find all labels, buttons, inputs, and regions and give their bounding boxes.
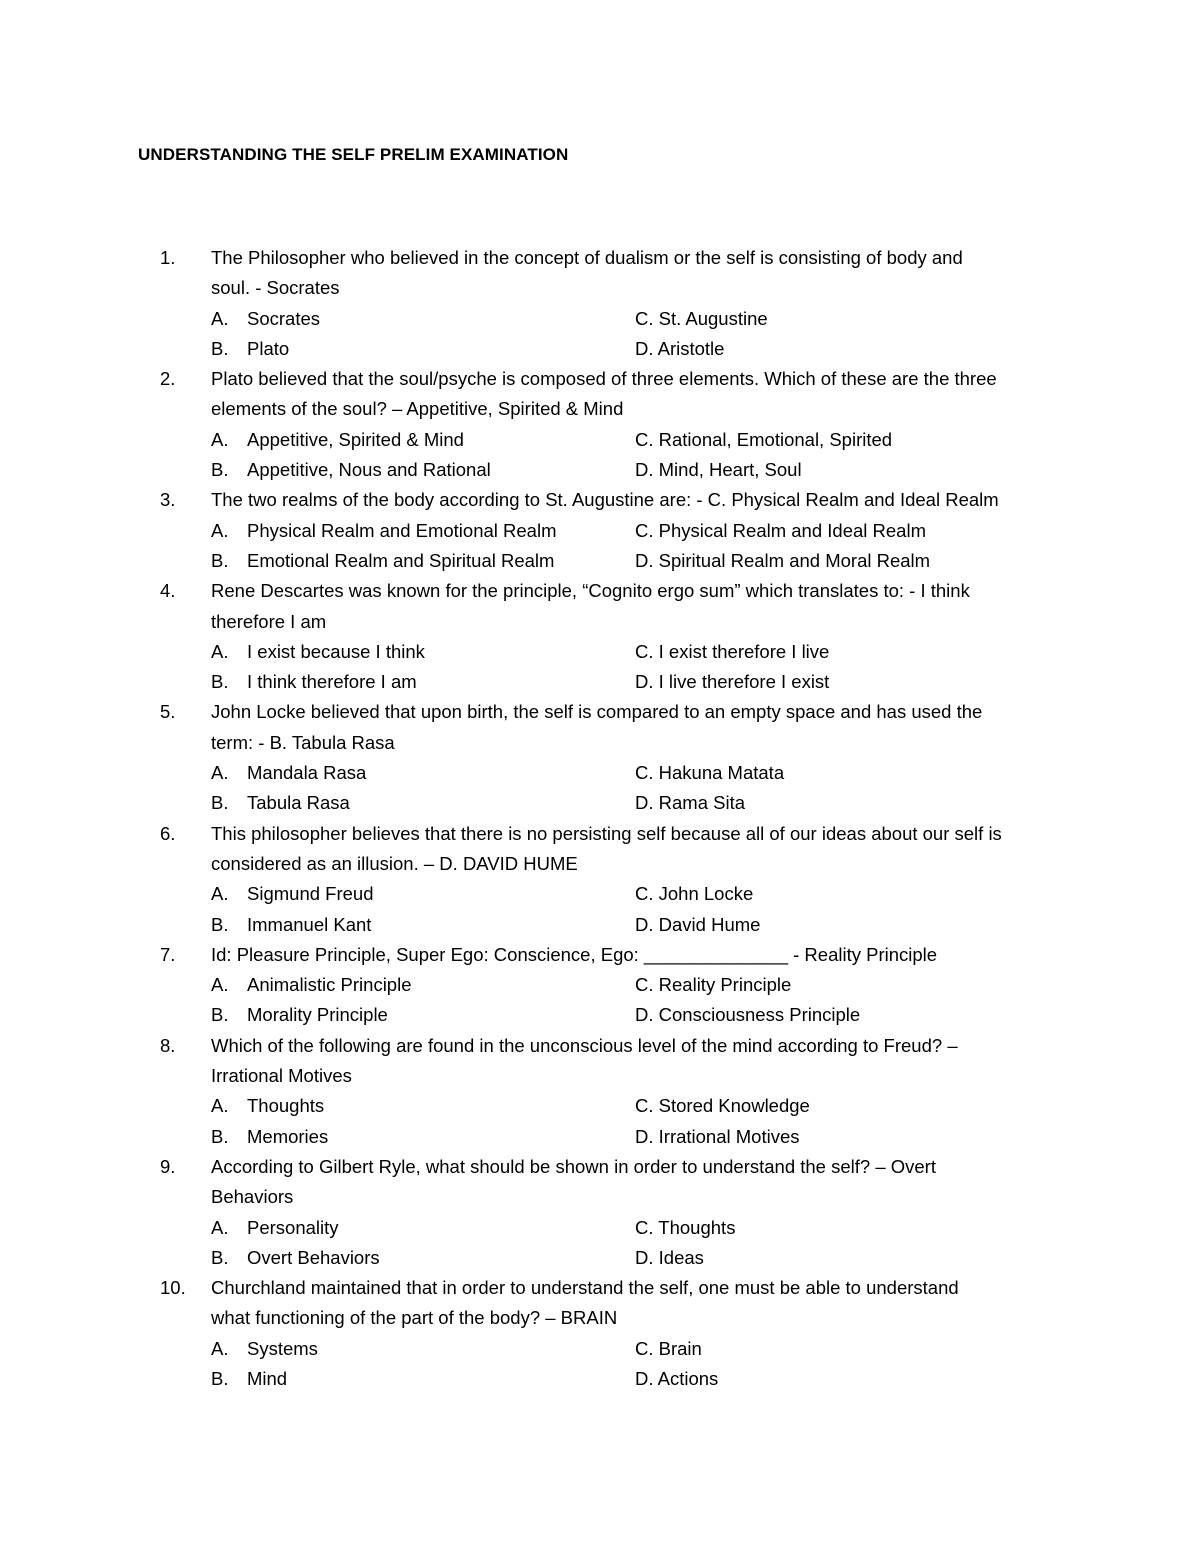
- option-text: Systems: [247, 1337, 318, 1359]
- question-text: John Locke believed that upon birth, the self is compared to an empty space and has used the: [211, 701, 983, 723]
- question-text: According to Gilbert Ryle, what should be shown in order to understand the self? – Overt: [211, 1155, 936, 1177]
- option-letter: A.: [211, 1095, 229, 1117]
- option-letter: B.: [211, 549, 229, 571]
- question-line: [0, 819, 1200, 849]
- option-letter: A.: [211, 762, 229, 784]
- option-text: Socrates: [247, 307, 321, 329]
- option-letter: B.: [211, 1125, 229, 1147]
- question-text: The Philosopher who believed in the concept of dualism or the self is consisting of body and: [211, 247, 963, 268]
- option-text: Sigmund Freud: [247, 883, 374, 905]
- option-row: [0, 1000, 1200, 1030]
- option-row: [0, 758, 1200, 788]
- option-letter: B.: [211, 1367, 229, 1389]
- exam-title: UNDERSTANDING THE SELF PRELIM EXAMINATION: [138, 145, 569, 164]
- question-number: 10.: [160, 1277, 186, 1299]
- question-number: 5.: [160, 701, 176, 723]
- option-letter: A.: [211, 1337, 229, 1359]
- question-number: 9.: [160, 1155, 176, 1177]
- option-row: [0, 910, 1200, 940]
- option-text-right: C. John Locke: [635, 883, 754, 905]
- question-line: [0, 394, 1200, 424]
- option-letter: A.: [211, 640, 229, 662]
- question-text: soul. - Socrates: [211, 277, 340, 299]
- option-text-right: D. Actions: [635, 1367, 719, 1389]
- question-item: [0, 1273, 1200, 1394]
- option-row: [0, 1091, 1200, 1121]
- option-letter: B.: [211, 459, 229, 481]
- option-text: Overt Behaviors: [247, 1246, 380, 1268]
- option-letter: B.: [211, 337, 229, 359]
- option-text: Mind: [247, 1367, 288, 1389]
- question-line: [0, 1303, 1200, 1333]
- option-text-right: D. Rama Sita: [635, 792, 746, 814]
- question-line: [0, 243, 1200, 273]
- option-text-right: D. David Hume: [635, 913, 761, 935]
- option-text-right: C. Reality Principle: [635, 974, 792, 996]
- question-text: Plato believed that the soul/psyche is composed of three elements. Which of these are the three: [211, 368, 997, 390]
- option-letter: B.: [211, 671, 229, 693]
- option-text: Plato: [247, 337, 290, 359]
- question-text: what functioning of the part of the body? – BRAIN: [211, 1307, 618, 1329]
- option-row: [0, 1213, 1200, 1243]
- question-line: [0, 1031, 1200, 1061]
- option-row: [0, 425, 1200, 455]
- option-text: Appetitive, Nous and Rational: [247, 459, 491, 481]
- option-row: [0, 546, 1200, 576]
- question-line: [0, 1273, 1200, 1303]
- question-text: Which of the following are found in the unconscious level of the mind according to Freud? –: [211, 1034, 958, 1056]
- question-line: [0, 364, 1200, 394]
- option-row: [0, 1334, 1200, 1364]
- option-row: [0, 1122, 1200, 1152]
- question-text: Irrational Motives: [211, 1065, 352, 1087]
- option-row: [0, 970, 1200, 1000]
- question-text: Rene Descartes was known for the principle, “Cognito ergo sum” which translates to: - I think: [211, 580, 970, 602]
- option-text-right: C. Brain: [635, 1337, 702, 1359]
- question-item: [0, 485, 1200, 576]
- question-item: [0, 243, 1200, 364]
- option-row: [0, 788, 1200, 818]
- option-text: I think therefore I am: [247, 671, 417, 693]
- question-item: [0, 364, 1200, 485]
- question-line: [0, 940, 1200, 970]
- question-text: term: - B. Tabula Rasa: [211, 731, 395, 753]
- option-text-right: D. Consciousness Principle: [635, 1004, 861, 1026]
- option-letter: B.: [211, 913, 229, 935]
- option-text-right: C. Hakuna Matata: [635, 762, 785, 784]
- question-line: [0, 485, 1200, 515]
- option-row: [0, 455, 1200, 485]
- question-item: [0, 1031, 1200, 1152]
- option-text: Thoughts: [247, 1095, 325, 1117]
- option-row: [0, 1364, 1200, 1394]
- question-item: [0, 1152, 1200, 1273]
- option-letter: A.: [211, 428, 229, 450]
- question-item: [0, 819, 1200, 940]
- option-text: Appetitive, Spirited & Mind: [247, 428, 464, 450]
- question-text: considered as an illusion. – D. DAVID HUME: [211, 852, 578, 874]
- option-letter: A.: [211, 883, 229, 905]
- question-number: 2.: [160, 368, 176, 390]
- option-text-right: D. Aristotle: [635, 337, 725, 359]
- question-number: 4.: [160, 580, 176, 602]
- option-text: Physical Realm and Emotional Realm: [247, 519, 557, 541]
- question-list: [0, 243, 1200, 1394]
- option-text: I exist because I think: [247, 640, 425, 662]
- question-line: [0, 576, 1200, 606]
- question-text: elements of the soul? – Appetitive, Spirited & Mind: [211, 398, 624, 420]
- question-line: [0, 607, 1200, 637]
- option-text: Memories: [247, 1125, 329, 1147]
- option-text-right: C. St. Augustine: [635, 307, 768, 329]
- option-letter: A.: [211, 519, 229, 541]
- option-letter: B.: [211, 792, 229, 814]
- question-line: [0, 1061, 1200, 1091]
- option-text-right: C. Stored Knowledge: [635, 1095, 810, 1117]
- option-text: Immanuel Kant: [247, 913, 372, 935]
- option-text: Animalistic Principle: [247, 974, 412, 996]
- question-number: 3.: [160, 489, 176, 511]
- option-text-right: C. Thoughts: [635, 1216, 736, 1238]
- question-number: 8.: [160, 1034, 176, 1056]
- option-text-right: D. Spiritual Realm and Moral Realm: [635, 549, 931, 571]
- option-text-right: D. Irrational Motives: [635, 1125, 800, 1147]
- option-row: [0, 667, 1200, 697]
- option-row: [0, 1243, 1200, 1273]
- question-line: [0, 1182, 1200, 1212]
- option-text-right: D. I live therefore I exist: [635, 671, 830, 693]
- option-text: Personality: [247, 1216, 339, 1238]
- question-line: [0, 728, 1200, 758]
- question-text: This philosopher believes that there is no persisting self because all of our ideas about our self is: [211, 822, 1002, 844]
- question-text: Churchland maintained that in order to understand the self, one must be able to understand: [211, 1277, 959, 1299]
- option-row: [0, 334, 1200, 364]
- option-text-right: C. I exist therefore I live: [635, 640, 830, 662]
- option-row: [0, 516, 1200, 546]
- option-letter: B.: [211, 1004, 229, 1026]
- question-line: [0, 697, 1200, 727]
- question-number: 1.: [160, 247, 176, 268]
- question-text: The two realms of the body according to St. Augustine are: - C. Physical Realm and Ideal Realm: [211, 489, 999, 511]
- option-letter: A.: [211, 974, 229, 996]
- option-text: Tabula Rasa: [247, 792, 350, 814]
- question-text: Id: Pleasure Principle, Super Ego: Conscience, Ego: ______________ - Reality Principle: [211, 943, 938, 965]
- question-item: [0, 940, 1200, 1031]
- question-item: [0, 576, 1200, 697]
- option-text-right: C. Physical Realm and Ideal Realm: [635, 519, 926, 541]
- question-text: Behaviors: [211, 1186, 294, 1208]
- question-number: 7.: [160, 943, 176, 965]
- option-text-right: D. Ideas: [635, 1246, 704, 1268]
- option-letter: A.: [211, 307, 229, 329]
- option-text-right: C. Rational, Emotional, Spirited: [635, 428, 893, 450]
- option-letter: B.: [211, 1246, 229, 1268]
- question-line: [0, 273, 1200, 303]
- option-text-right: D. Mind, Heart, Soul: [635, 459, 802, 481]
- question-line: [0, 1152, 1200, 1182]
- option-letter: A.: [211, 1216, 229, 1238]
- option-text: Emotional Realm and Spiritual Realm: [247, 549, 555, 571]
- question-number: 6.: [160, 822, 176, 844]
- question-line: [0, 849, 1200, 879]
- option-row: [0, 304, 1200, 334]
- option-text: Mandala Rasa: [247, 762, 367, 784]
- option-row: [0, 637, 1200, 667]
- option-row: [0, 879, 1200, 909]
- option-text: Morality Principle: [247, 1004, 388, 1026]
- question-item: [0, 697, 1200, 818]
- question-text: therefore I am: [211, 610, 327, 632]
